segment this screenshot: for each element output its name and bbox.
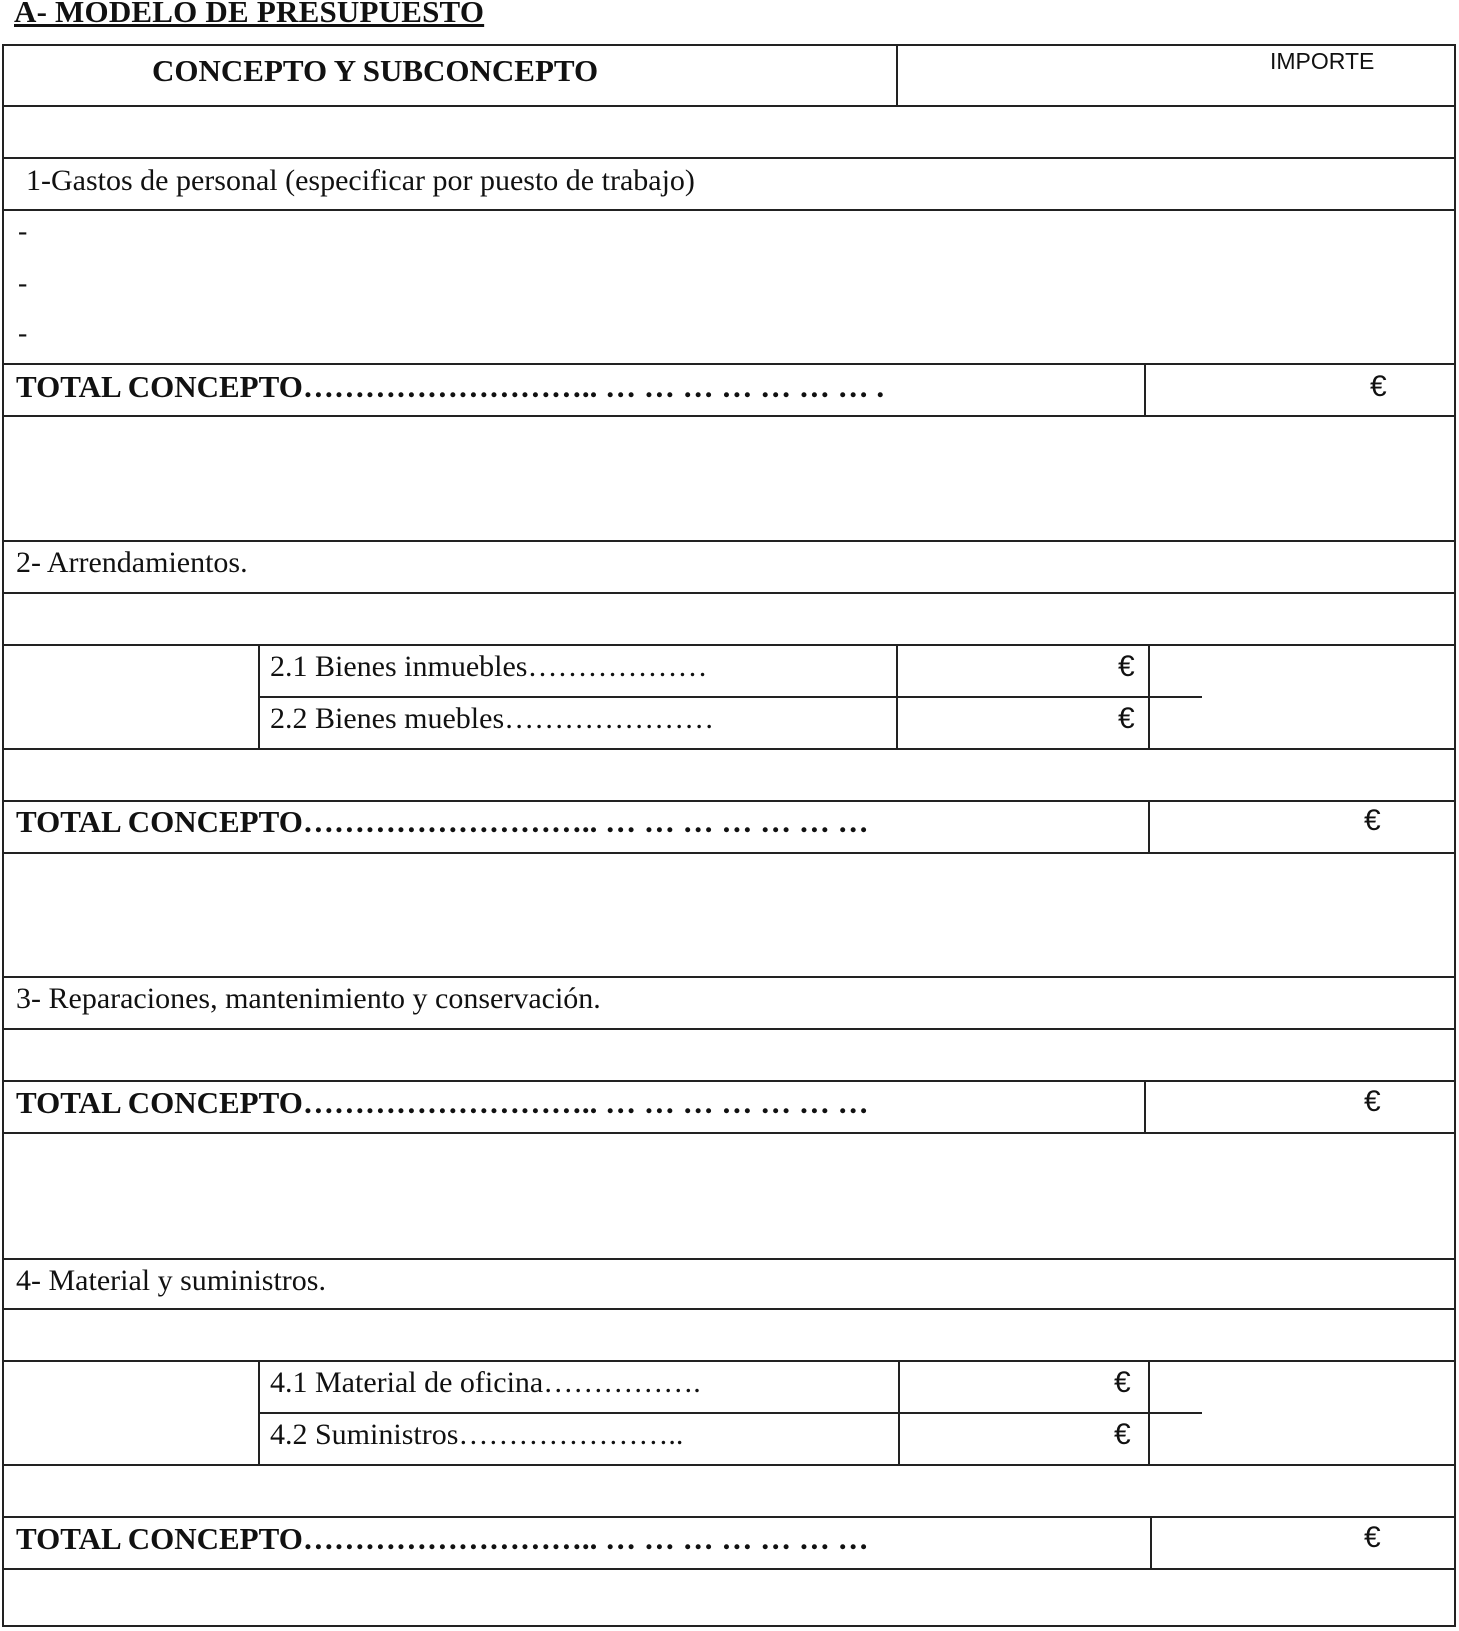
section-1-item: - [18, 268, 28, 299]
section-4-total-currency: € [1364, 1521, 1381, 1554]
col-divider [1144, 363, 1146, 415]
row-divider [4, 800, 1454, 802]
col-divider [1148, 800, 1150, 852]
section-2-total-label: TOTAL CONCEPTO……………………….. … … … … … … … [16, 804, 869, 839]
col-divider [1148, 1360, 1150, 1464]
row-divider [4, 363, 1454, 365]
subitem-2-1-label: 2.1 Bienes inmuebles……………… [270, 650, 708, 683]
row-divider [4, 852, 1454, 854]
row-divider [4, 1308, 1454, 1310]
header-concept: CONCEPTO Y SUBCONCEPTO [152, 53, 599, 88]
row-divider [4, 540, 1454, 542]
row-divider [4, 1360, 1454, 1362]
row-divider [4, 644, 1454, 646]
row-divider [4, 157, 1454, 159]
section-2-label: 2- Arrendamientos. [16, 546, 248, 579]
header-amount: IMPORTE [1270, 48, 1375, 74]
section-3-total-label: TOTAL CONCEPTO……………………….. … … … … … … … [16, 1085, 869, 1120]
row-divider [4, 1258, 1454, 1260]
row-divider [4, 1568, 1454, 1570]
row-divider [4, 1516, 1454, 1518]
section-4-label: 4- Material y suministros. [16, 1264, 326, 1297]
subitem-4-2-label: 4.2 Suministros………………….. [270, 1418, 684, 1451]
subitem-2-2-currency: € [1118, 702, 1135, 735]
section-1-item: - [18, 318, 28, 349]
row-divider [4, 1028, 1454, 1030]
section-2-total-currency: € [1364, 804, 1381, 837]
section-1-label: 1-Gastos de personal (especificar por puesto de trabajo) [26, 164, 695, 197]
section-1-total-currency: € [1370, 370, 1387, 403]
col-divider [896, 644, 898, 748]
section-1-total-label: TOTAL CONCEPTO……………………….. … … … … … … … . [16, 369, 885, 404]
subitem-4-1-currency: € [1114, 1366, 1131, 1399]
subitem-4-2-currency: € [1114, 1418, 1131, 1451]
row-divider [4, 1464, 1454, 1466]
col-divider [1148, 644, 1150, 748]
row-divider [4, 748, 1454, 750]
subitem-2-1-currency: € [1118, 650, 1135, 683]
row-divider [4, 976, 1454, 978]
col-divider [1150, 1516, 1152, 1568]
section-3-label: 3- Reparaciones, mantenimiento y conservación. [16, 982, 601, 1015]
budget-table [2, 44, 1456, 1627]
row-divider [258, 1412, 1202, 1414]
row-divider [4, 415, 1454, 417]
row-divider [4, 1132, 1454, 1134]
subitem-2-2-label: 2.2 Bienes muebles………………… [270, 702, 715, 735]
section-4-total-label: TOTAL CONCEPTO……………………….. … … … … … … … [16, 1521, 869, 1556]
col-divider [258, 644, 260, 748]
section-1-item: - [18, 216, 28, 247]
row-divider [258, 696, 1202, 698]
col-divider [898, 1360, 900, 1464]
row-divider [4, 1080, 1454, 1082]
row-divider [4, 209, 1454, 211]
document-title: A- MODELO DE PRESUPUESTO [14, 0, 485, 29]
col-divider [1144, 1080, 1146, 1132]
section-3-total-currency: € [1364, 1085, 1381, 1118]
col-divider [258, 1360, 260, 1464]
row-divider [4, 105, 1454, 107]
row-divider [4, 592, 1454, 594]
col-divider [896, 46, 898, 105]
subitem-4-1-label: 4.1 Material de oficina……………. [270, 1366, 701, 1399]
